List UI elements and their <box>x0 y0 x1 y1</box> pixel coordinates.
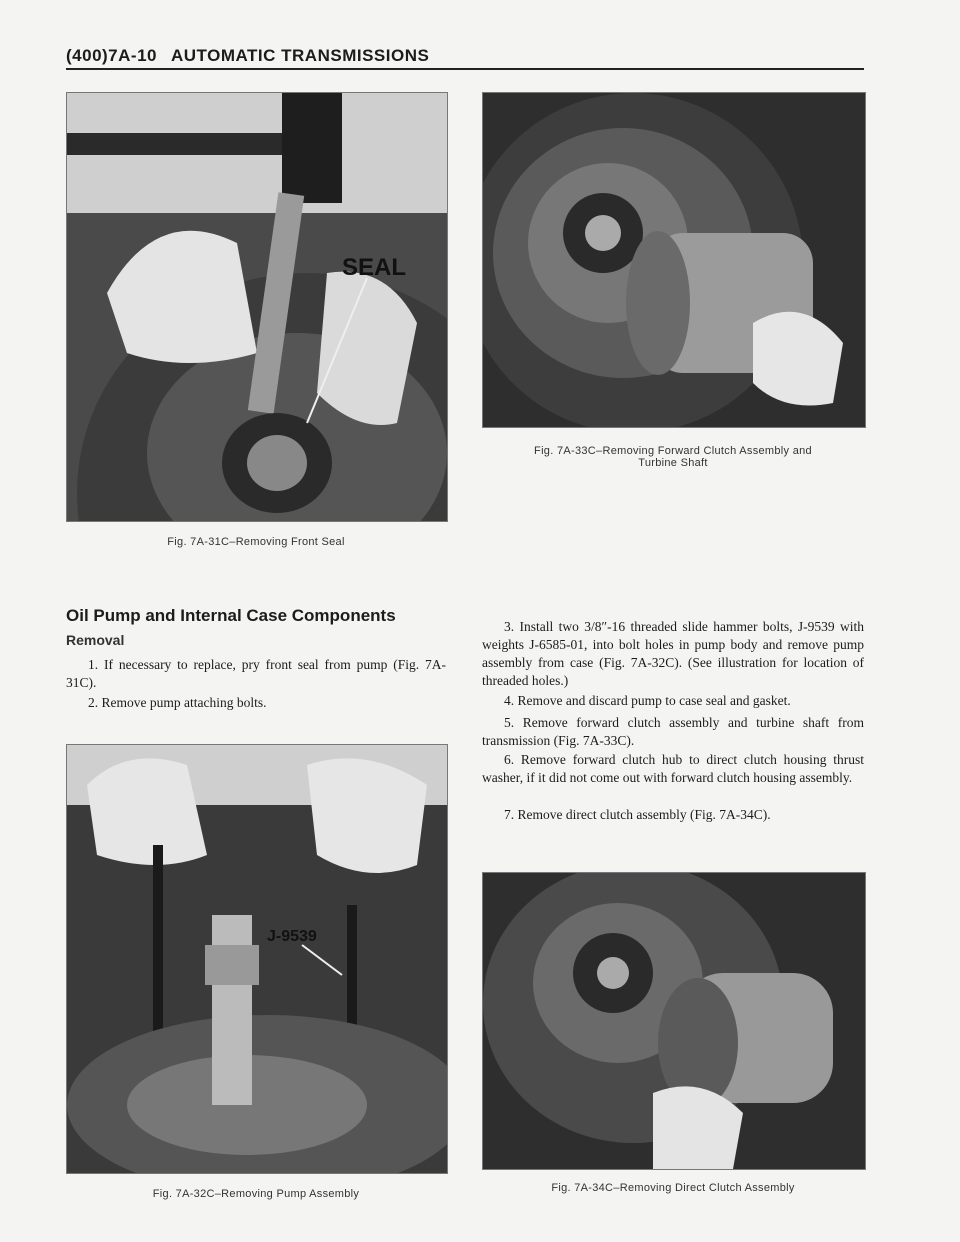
pump-assembly-photo <box>67 745 447 1173</box>
tool-label: J-9539 <box>267 928 317 945</box>
header-title: AUTOMATIC TRANSMISSIONS <box>171 46 430 65</box>
step-1: 1. If necessary to replace, pry front seal from pump (Fig. 7A-31C). <box>66 657 446 690</box>
caption-fig-33c-line2: Turbine Shaft <box>638 457 708 469</box>
step-3: 3. Install two 3/8″-16 threaded slide hammer bolts, J-9539 with weights J-6585-01, into bolt holes in pump body and remove pump assembly from case (Fig. 7A-32C). (See illustration for location of threaded holes.) <box>482 619 864 688</box>
figure-removing-front-seal <box>66 92 448 522</box>
step-7: 7. Remove direct clutch assembly (Fig. 7A-34C). <box>504 807 771 822</box>
forward-clutch-photo <box>483 93 865 427</box>
direct-clutch-photo <box>483 873 865 1169</box>
header-rule <box>66 68 864 70</box>
section-subheading: Removal <box>66 632 125 648</box>
section-heading: Oil Pump and Internal Case Components <box>66 606 396 625</box>
step-5: 5. Remove forward clutch assembly and turbine shaft from transmission (Fig. 7A-33C). <box>482 715 864 748</box>
front-seal-photo <box>67 93 447 521</box>
caption-fig-34c: Fig. 7A-34C–Removing Direct Clutch Assembly <box>551 1182 795 1194</box>
step-6: 6. Remove forward clutch hub to direct clutch housing thrust washer, if it did not come out with forward clutch housing assembly. <box>482 752 864 785</box>
figure-removing-direct-clutch <box>482 872 866 1170</box>
step-4: 4. Remove and discard pump to case seal and gasket. <box>504 693 791 708</box>
caption-fig-32c: Fig. 7A-32C–Removing Pump Assembly <box>152 1188 360 1200</box>
step-2: 2. Remove pump attaching bolts. <box>88 695 267 710</box>
figure-removing-forward-clutch <box>482 92 866 428</box>
page-header <box>66 46 864 68</box>
caption-fig-31c: Fig. 7A-31C–Removing Front Seal <box>167 536 345 548</box>
caption-fig-33c-line1: Fig. 7A-33C–Removing Forward Clutch Assembly and <box>534 445 812 457</box>
seal-label: SEAL <box>342 254 407 281</box>
caption-fig-33c <box>482 445 864 469</box>
figure-removing-pump-assembly <box>66 744 448 1174</box>
section-code: (400)7A-10 <box>66 46 157 65</box>
